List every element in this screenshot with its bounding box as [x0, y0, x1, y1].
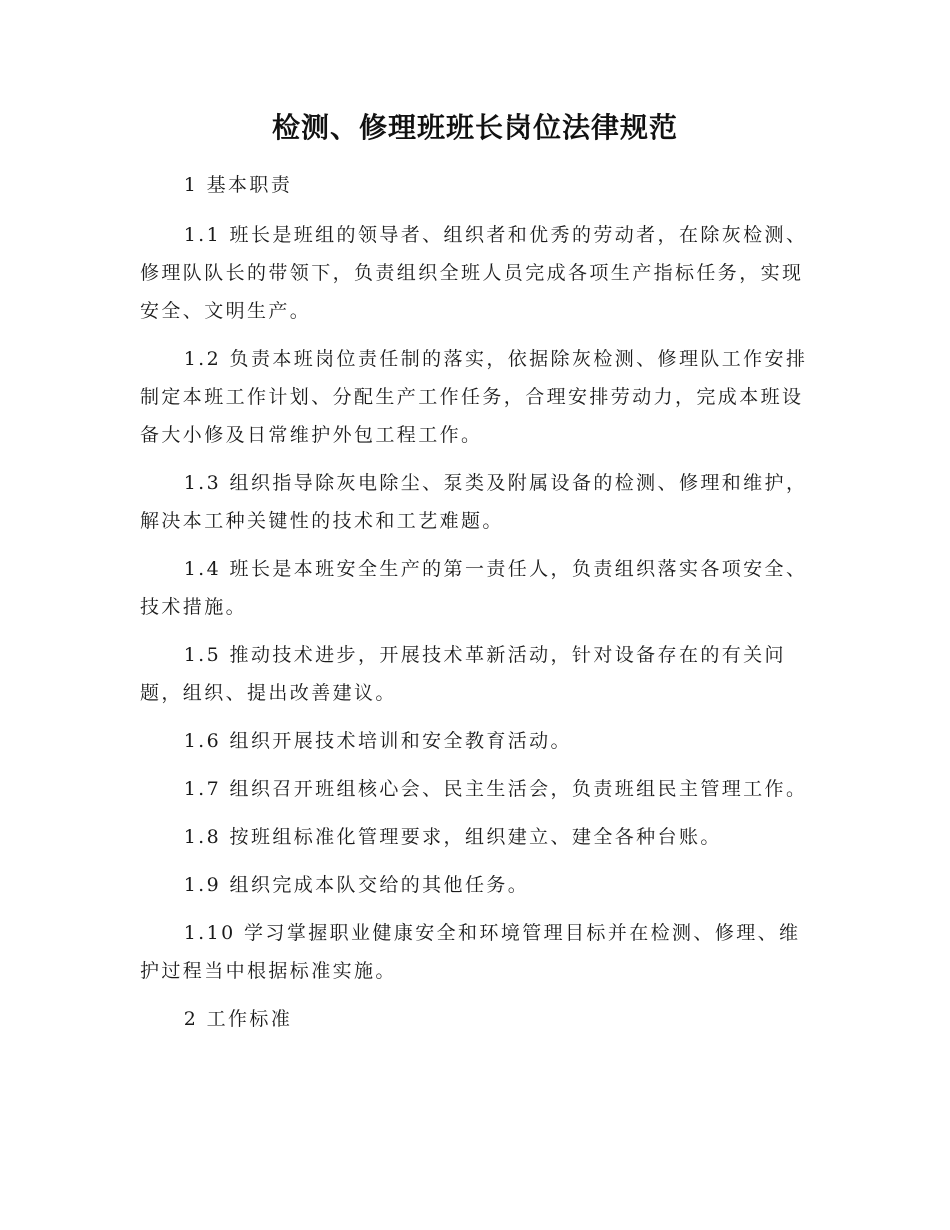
paragraph-1-1: 1.1 班长是班组的领导者、组织者和优秀的劳动者，在除灰检测、修理队队长的带领下，负责组织全班人员完成各项生产指标任务，实现安全、文明生产。 — [140, 224, 808, 322]
paragraph-1-7: 1.7 组织召开班组核心会、民主生活会，负责班组民主管理工作。 — [183, 778, 808, 800]
paragraph-1-2: 1.2 负责本班岗位责任制的落实，依据除灰检测、修理队工作安排制定本班工作计划、分配生产工作任务，合理安排劳动力，完成本班设备大小修及日常维护外包工程工作。 — [140, 348, 808, 446]
section-heading-work-standards: 2 工作标准 — [183, 1008, 293, 1030]
document-page — [140, 108, 810, 1050]
document-title: 检测、修理班班长岗位法律规范 — [271, 111, 678, 144]
paragraph-1-10: 1.10 学习掌握职业健康安全和环境管理目标并在检测、修理、维护过程当中根据标准实施。 — [140, 922, 801, 982]
section-heading-basic-duties: 1 基本职责 — [183, 174, 293, 196]
paragraph-1-9: 1.9 组织完成本队交给的其他任务。 — [183, 874, 530, 896]
paragraph-1-6: 1.6 组织开展技术培训和安全教育活动。 — [183, 730, 572, 752]
paragraph-1-3: 1.3 组织指导除灰电除尘、泵类及附属设备的检测、修理和维护，解决本工种关键性的技术和工艺难题。 — [140, 472, 808, 532]
paragraph-1-8: 1.8 按班组标准化管理要求，组织建立、建全各种台账。 — [183, 826, 722, 848]
paragraph-1-5: 1.5 推动技术进步，开展技术革新活动，针对设备存在的有关问题，组织、提出改善建议。 — [140, 644, 786, 704]
paragraph-1-4: 1.4 班长是本班安全生产的第一责任人，负责组织落实各项安全、技术措施。 — [140, 558, 808, 618]
